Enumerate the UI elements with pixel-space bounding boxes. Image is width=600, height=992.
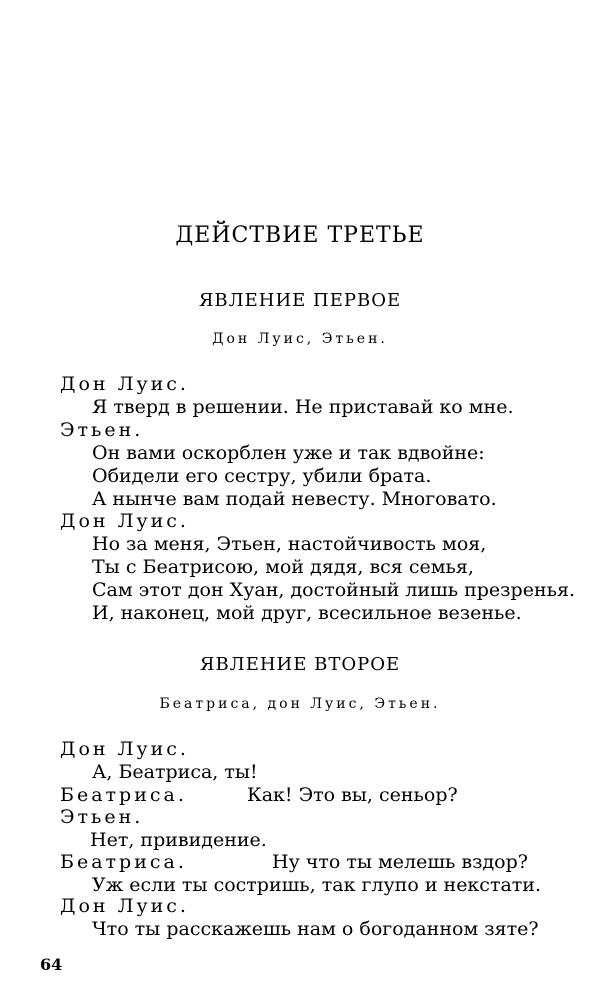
- verse-line: Нет, привидение.: [90, 829, 267, 851]
- speaker-name: Дон Луис.: [60, 510, 189, 532]
- speaker-name: Дон Луис.: [60, 738, 189, 760]
- speaker-name: Этьен.: [60, 806, 144, 828]
- verse-line: Он вами оскорблен уже и так вдвойне:: [92, 442, 485, 464]
- speaker-name: Этьен.: [60, 419, 144, 441]
- act-title: ДЕЙСТВИЕ ТРЕТЬЕ: [175, 223, 425, 248]
- verse-line: Ты с Беатрисою, мой дядя, вся семья,: [92, 556, 474, 578]
- speaker-name: Беатриса.: [60, 851, 187, 873]
- verse-line: Ну что ты мелешь вздор?: [272, 851, 528, 873]
- scene-1-cast: Дон Луис, Этьен.: [212, 331, 388, 347]
- verse-line: Обидели его сестру, убили брата.: [92, 465, 432, 487]
- verse-line: А нынче вам подай невесту. Многовато.: [92, 488, 497, 510]
- scene-1-title: ЯВЛЕНИЕ ПЕРВОЕ: [198, 290, 402, 311]
- verse-line: Что ты расскажешь нам о богоданном зяте?: [92, 918, 539, 940]
- verse-line: И, наконец, мой друг, всесильное везенье.: [92, 602, 522, 624]
- page-number: 64: [40, 955, 63, 974]
- verse-line: Но за меня, Этьен, настойчивость моя,: [92, 533, 487, 555]
- verse-line: А, Беатриса, ты!: [92, 761, 258, 783]
- verse-line: Уж если ты состришь, так глупо и некстати.: [92, 874, 542, 896]
- scene-2-title: ЯВЛЕНИЕ ВТОРОЕ: [199, 654, 401, 675]
- scene-2-cast: Беатриса, дон Луис, Этьен.: [159, 696, 441, 712]
- speaker-name: Дон Луис.: [60, 895, 189, 917]
- verse-line: Сам этот дон Хуан, достойный лишь презренья.: [92, 579, 575, 601]
- speaker-name: Дон Луис.: [60, 373, 189, 395]
- speaker-name: Беатриса.: [60, 784, 187, 806]
- verse-line: Я тверд в решении. Не приставай ко мне.: [92, 396, 514, 418]
- verse-line: Как! Это вы, сеньор?: [247, 784, 458, 806]
